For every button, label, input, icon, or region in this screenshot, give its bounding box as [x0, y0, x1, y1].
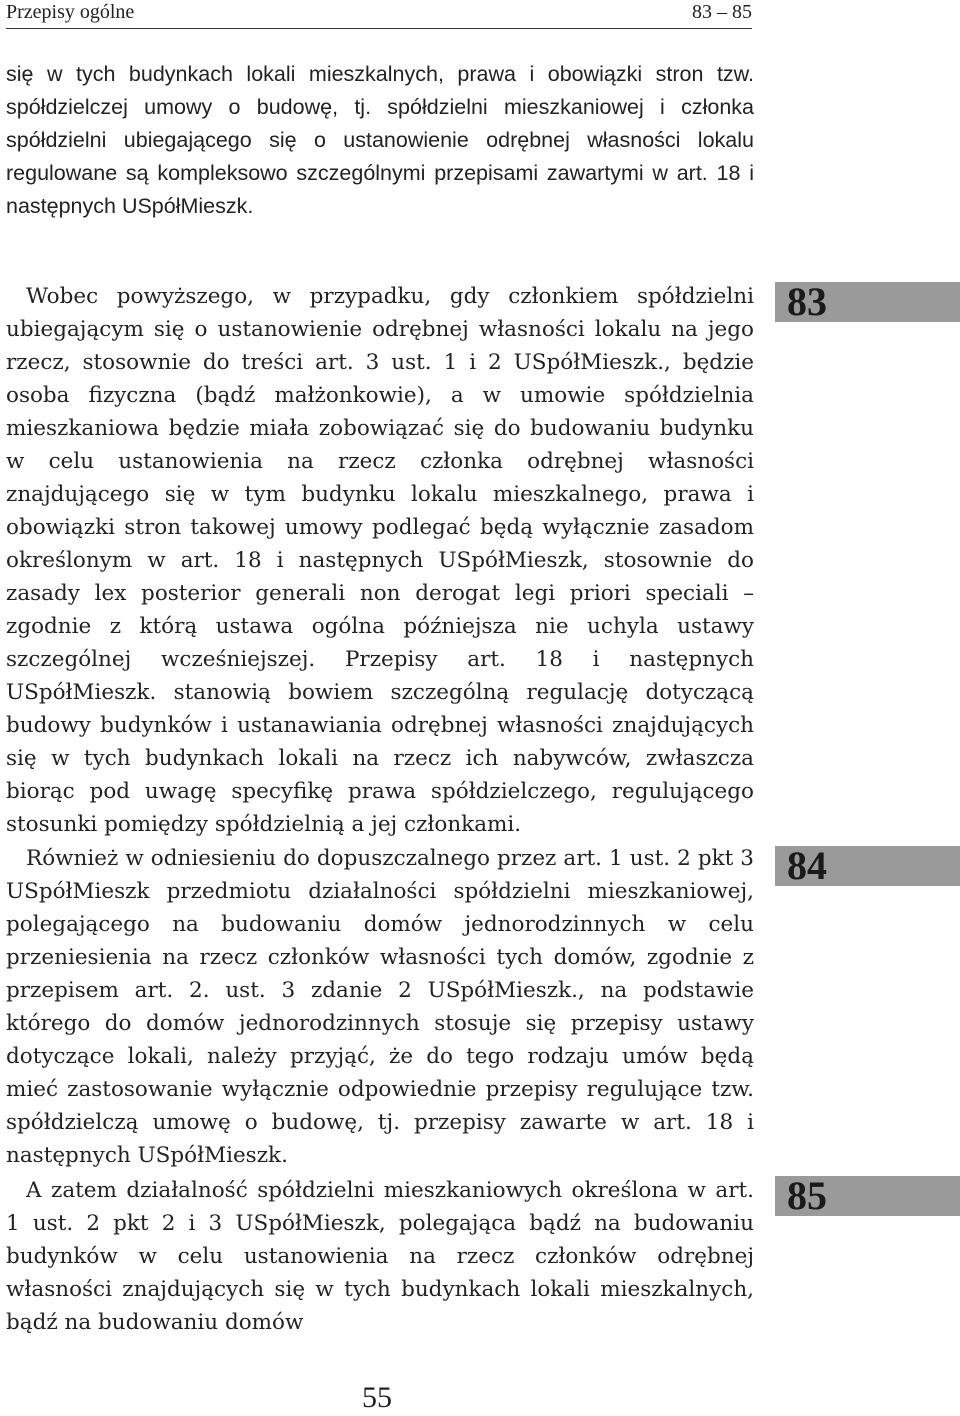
margin-number: 84 [787, 843, 827, 888]
margin-number: 85 [787, 1173, 827, 1218]
running-header [6, 0, 752, 29]
margin-number-range: 83 – 85 [692, 1, 752, 23]
paragraph-83: Wobec powyższego, w przypadku, gdy członkiem spółdzielni ubiegającym się o ustanowienie odrębnej własności lokalu na jego rzecz, stosownie do treści art. 3 ust. 1 i 2 USpółMieszk., będzie osoba fizyczna (bądź małżonkowie), a w umowie spółdzielnia mieszkaniowa będzie miała zobowiązać się do budowaniu budynku w celu ustanowienia na rzecz członka odrębnej własności znajdującego się w tym budynku lokalu mieszkalnego, prawa i obowiązki stron takowej umowy podlegać będą wyłącznie zasadom określonym w art. 18 i następnych USpółMieszk, stosownie do zasady lex posterior generali non derogat legi priori speciali – zgodnie z którą ustawa ogólna późniejsza nie uchyla ustawy szczególnej wcześniejszej. Przepisy art. 18 i następnych USpółMieszk. stanowią bowiem szczególną regulację dotyczącą budowy budynków i ustanawiania odrębnej własności znajdujących się w tych budynkach lokali na rzecz ich nabywców, zwłaszcza biorąc pod uwagę specyfikę prawa spółdzielczego, regulującego stosunki pomiędzy spółdzielnią a jej członkami. [6, 284, 754, 837]
margin-number-box [775, 279, 960, 324]
paragraph-84: Również w odniesieniu do dopuszczalnego przez art. 1 ust. 2 pkt 3 USpółMieszk przedmiotu działalności spółdzielni mieszkaniowej, polegającego na budowaniu domów jednorodzinnych w celu przeniesienia na rzecz członków własności tych domów, zgodnie z przepisem art. 2. ust. 3 zdanie 2 USpółMieszk., na podstawie którego do domów jednorodzinnych stosuje się przepisy ustawy dotyczące lokali, należy przyjąć, że do tego rodzaju umów będą mieć zastosowanie wyłącznie odpowiednie przepisy regulujące tzw. spółdzielczą umowę o budowę, tj. przepisy zawarte w art. 18 i następnych USpółMieszk. [6, 846, 754, 1168]
chapter-title: Przepisy ogólne [6, 1, 135, 23]
page-number: 55 [362, 1381, 392, 1414]
paragraph-continued: się w tych budynkach lokali mieszkalnych, prawa i obowiązki stron tzw. spółdzielczej umowy o budowę, tj. spółdzielni mieszkaniowej i członka spółdzielni ubiegającego się o ustanowienie odrębnej własności lokalu regulowane są kompleksowo szczególnymi przepisami zawartymi w art. 18 i następnych USpółMieszk. [6, 62, 754, 218]
margin-number: 83 [787, 279, 827, 324]
paragraph-85: A zatem działalność spółdzielni mieszkaniowych określona w art. 1 ust. 2 pkt 2 i 3 USpółMieszk, polegająca bądź na budowaniu budynków w celu ustanowienia na rzecz członków odrębnej własności znajdujących się w tych budynkach lokali mieszkalnych, bądź na budowaniu domów [6, 1178, 754, 1335]
margin-number-box [775, 1173, 960, 1218]
margin-number-box [775, 843, 960, 888]
